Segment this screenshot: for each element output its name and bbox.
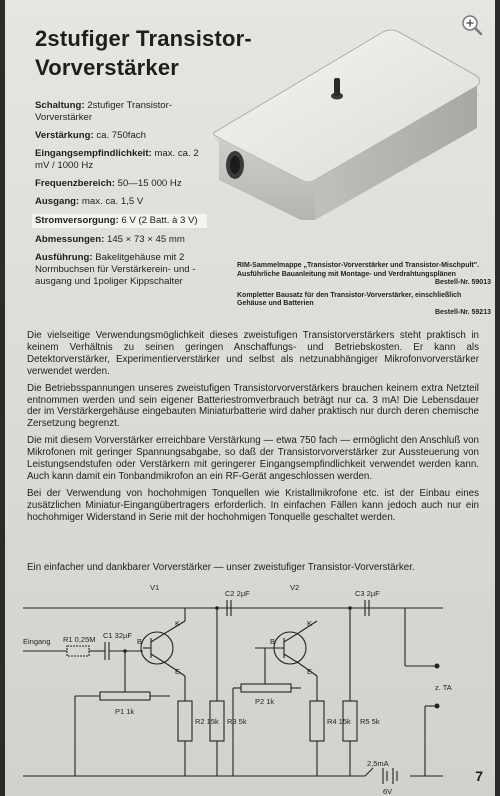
label-r1: R1 0,25M [63, 635, 96, 644]
label-base-1: B [137, 637, 143, 646]
label-input: Eingang [23, 637, 51, 646]
spec-abmessungen: Abmessungen: 145 × 73 × 45 mm [35, 234, 185, 245]
specifications-list [35, 100, 215, 294]
photo-caption [237, 262, 491, 322]
paragraph: Die mit diesem Vorverstärker erreichbare Verstärkung — etwa 750 fach — ermöglicht den Anschluß von Mikrofonen mit geringer Spannungsabgabe, so daß der Transistorvorverstärker zur Aussteuerung von Leistungsendstufen oder Verstärkern mit geringerer Eingangsempfindlichkeit verwendet werden kann. Auch kann damit ein Tonbandmikrofon an ein RF-Gerät angeschlossen werden. [27, 435, 479, 482]
spec-stromversorgung: Stromversorgung: 6 V (2 Batt. à 3 V) [32, 214, 207, 228]
label-base-2: B [270, 637, 276, 646]
label-c2: C2 2µF [225, 589, 250, 598]
paragraph: Die vielseitige Verwendungsmöglichkeit dieses zweistufigen Transistorverstärkers steht praktisch in keinem Verhältnis zu seinen geringen Anschaffungs- und Betriebskosten. Er kann als Detektorverstärker, Experimentierverstärker und selbst als netzunabhängiger Mikrofonvorverstärker verwendet werden. [27, 330, 479, 377]
label-collector-2: K [307, 619, 313, 628]
circuit-schematic [5, 576, 495, 796]
amplifier-box-photo [205, 20, 495, 220]
paragraph: Bei der Verwendung von hochohmigen Tonquellen wie Kristallmikrofone etc. ist der Einbau eines zusätzlichen Miniatur-Eingangübertragers erforderlich. In einfachen Fällen kann jedoch auch nur ein hochohmiger Widerstand in Serie mit der hochohmigen Tonquelle geschaltet werden. [27, 487, 479, 523]
label-v2: V2 [290, 583, 300, 592]
label-r4: R4 15k [327, 717, 351, 726]
page-number: 7 [475, 768, 483, 784]
label-c1: C1 32µF [103, 631, 132, 640]
caption-sammelmappe: RIM-Sammelmappe „Transistor-Vorverstärker und Transistor-Mischpult". Ausführliche Bauanleitung mit Montage- und Verdrahtungsplänen Bestell-Nr. 59013 [237, 262, 491, 287]
label-r5: R5 5k [360, 717, 380, 726]
spec-verstaerkung: Verstärkung: ca. 750fach [35, 130, 146, 141]
label-c3: C3 2µF [355, 589, 380, 598]
body-text [27, 330, 479, 529]
label-p1: P1 1k [115, 707, 135, 716]
spec-ausfuehrung: Ausführung: Bakelitgehäuse mit 2 Normbuchsen für Verstärkerein- und -ausgang und 1poliger Kippschalter [35, 252, 196, 287]
label-v1: V1 [150, 583, 160, 592]
label-emitter-2: E [307, 667, 313, 676]
label-current: 2,5mA [367, 759, 389, 768]
label-r2: R2 15k [195, 717, 219, 726]
title-line-2: Vorverstärker [35, 55, 180, 80]
document-page [5, 0, 495, 796]
spec-frequenzbereich: Frequenzbereich: 50—15 000 Hz [35, 178, 182, 189]
label-emitter-1: E [175, 667, 181, 676]
label-collector-1: K [175, 619, 181, 628]
label-r3: R3 5k [227, 717, 247, 726]
caption-bausatz: Kompletter Bausatz für den Transistor-Vorverstärker, einschließlich Gehäuse und Batterien Bestell-Nr. 59213 [237, 291, 491, 316]
spec-schaltung: Schaltung: 2stufiger Transistor-Vorverstärker [35, 100, 173, 123]
paragraph: Die Betriebsspannungen unseres zweistufigen Transistorvorverstärkers brauchen keinem extra Netzteil entnommen werden und sein eigener Batteriestromverbrauch beträgt nur ca. 3 mA! Die Lebensdauer der im Verstärkergehäuse eingebauten Miniaturbatterie wird daher praktisch nur durch deren chemische Zersetzung begrenzt. [27, 382, 479, 430]
title-line-1: 2stufiger Transistor- [35, 26, 252, 51]
spec-ausgang: Ausgang: max. ca. 1,5 V [35, 196, 144, 207]
label-output: z. TA [435, 683, 452, 692]
closing-sentence: Ein einfacher und dankbarer Vorverstärker — unser zweistufiger Transistor-Vorverstärker. [27, 562, 415, 573]
label-voltage: 6V [383, 787, 393, 796]
label-p2: P2 1k [255, 697, 275, 706]
spec-eingangsempfindlichkeit: Eingangsempfindlichkeit: max. ca. 2 mV / 1000 Hz [35, 148, 199, 171]
